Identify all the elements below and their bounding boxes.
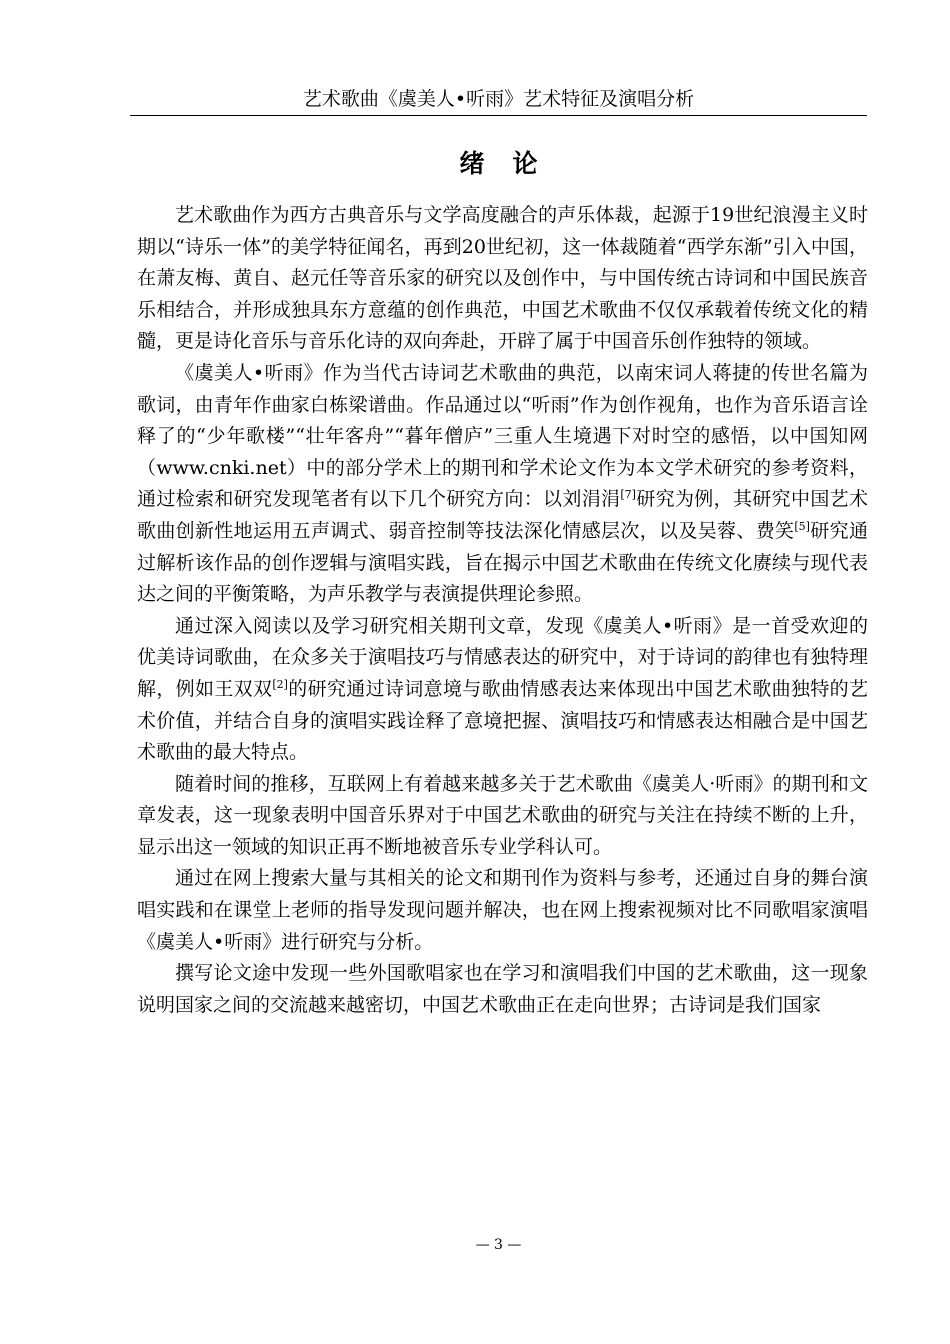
citation-ref: [2] — [272, 677, 288, 691]
citation-ref: [5] — [794, 519, 810, 533]
paragraph-1: 艺术歌曲作为西方古典音乐与文学高度融合的声乐体裁，起源于19世纪浪漫主义时期以“诗乐一体”的美学特征闻名，再到20世纪初，这一体裁随着“西学东渐”引入中国，在萧友梅、黄自、赵元任等音乐家的研究以及创作中，与中国传统古诗词和中国民族音乐相结合，并形成独具东方意蕴的创作典范，中国艺术歌曲不仅仅承载着传统文化的精髓，更是诗化音乐与音乐化诗的双向奔赴，开辟了属于中国音乐创作独特的领域。 — [137, 204, 868, 353]
paragraph-5: 通过在网上搜索大量与其相关的论文和期刊作为资料与参考，还通过自身的舞台演唱实践和在课堂上老师的指导发现问题并解决，也在网上搜索视频对比不同歌唱家演唱《虞美人•听雨》进行研究与分析。 — [137, 867, 868, 953]
paragraph-3 — [137, 611, 868, 769]
running-header: 艺术歌曲《虞美人•听雨》艺术特征及演唱分析 — [130, 86, 867, 116]
paragraph-text: 的研究通过诗词意境与歌曲情感表达来体现出中国艺术歌曲独特的艺术价值，并结合自身的演唱实践诠释了意境把握、演唱技巧和情感表达相融合是中国艺术歌曲的最大特点。 — [137, 677, 868, 764]
paragraph-6: 撰写论文途中发现一些外国歌唱家也在学习和演唱我们中国的艺术歌曲，这一现象说明国家之间的交流越来越密切，中国艺术歌曲正在走向世界；古诗词是我们国家 — [137, 962, 868, 1016]
body-text — [137, 200, 868, 1021]
citation-ref: [7] — [620, 488, 636, 502]
page-number: — 3 — — [475, 1237, 522, 1253]
paragraph-text: 通过深入阅读以及学习研究相关期刊文章，发现《虞美人•听雨》是一首受欢迎的优美诗词歌曲，在众多关于演唱技巧与情感表达的研究中，对于诗词的韵律也有独特理解，例如王双双 — [137, 614, 868, 700]
paragraph-2 — [137, 358, 868, 611]
paragraph-text: 研究通过解析该作品的创作逻辑与演唱实践，旨在揭示中国艺术歌曲在传统文化赓续与现代表达之间的平衡策略，为声乐教学与表演提供理论参照。 — [137, 519, 868, 606]
paragraph-text: 《虞美人•听雨》作为当代古诗词艺术歌曲的典范，以南宋词人蒋捷的传世名篇为歌词，由青年作曲家白栋梁谱曲。作品通过以“听雨”作为创作视角，也作为音乐语言诠释了的“少年歌楼”“壮年客舟”“暮年僧庐”三重人生境遇下对时空的感悟，以中国知网（www.cnki.net）中的部分学术上的期刊和学术论文作为本文学术研究的参考资料，通过检索和研究发现笔者有以下几个研究方向：以刘涓涓 — [137, 361, 868, 511]
paragraph-text: 研究为例，其研究中国艺术歌曲创新性地运用五声调式、弱音控制等技法深化情感层次，以及吴蓉、费笑 — [137, 488, 868, 542]
section-title: 绪论 — [459, 149, 566, 178]
paragraph-4: 随着时间的推移，互联网上有着越来越多关于艺术歌曲《虞美人·听雨》的期刊和文章发表，这一现象表明中国音乐界对于中国艺术歌曲的研究与关注在持续不断的上升，显示出这一领域的知识正再不断地被音乐专业学科认可。 — [137, 772, 868, 858]
